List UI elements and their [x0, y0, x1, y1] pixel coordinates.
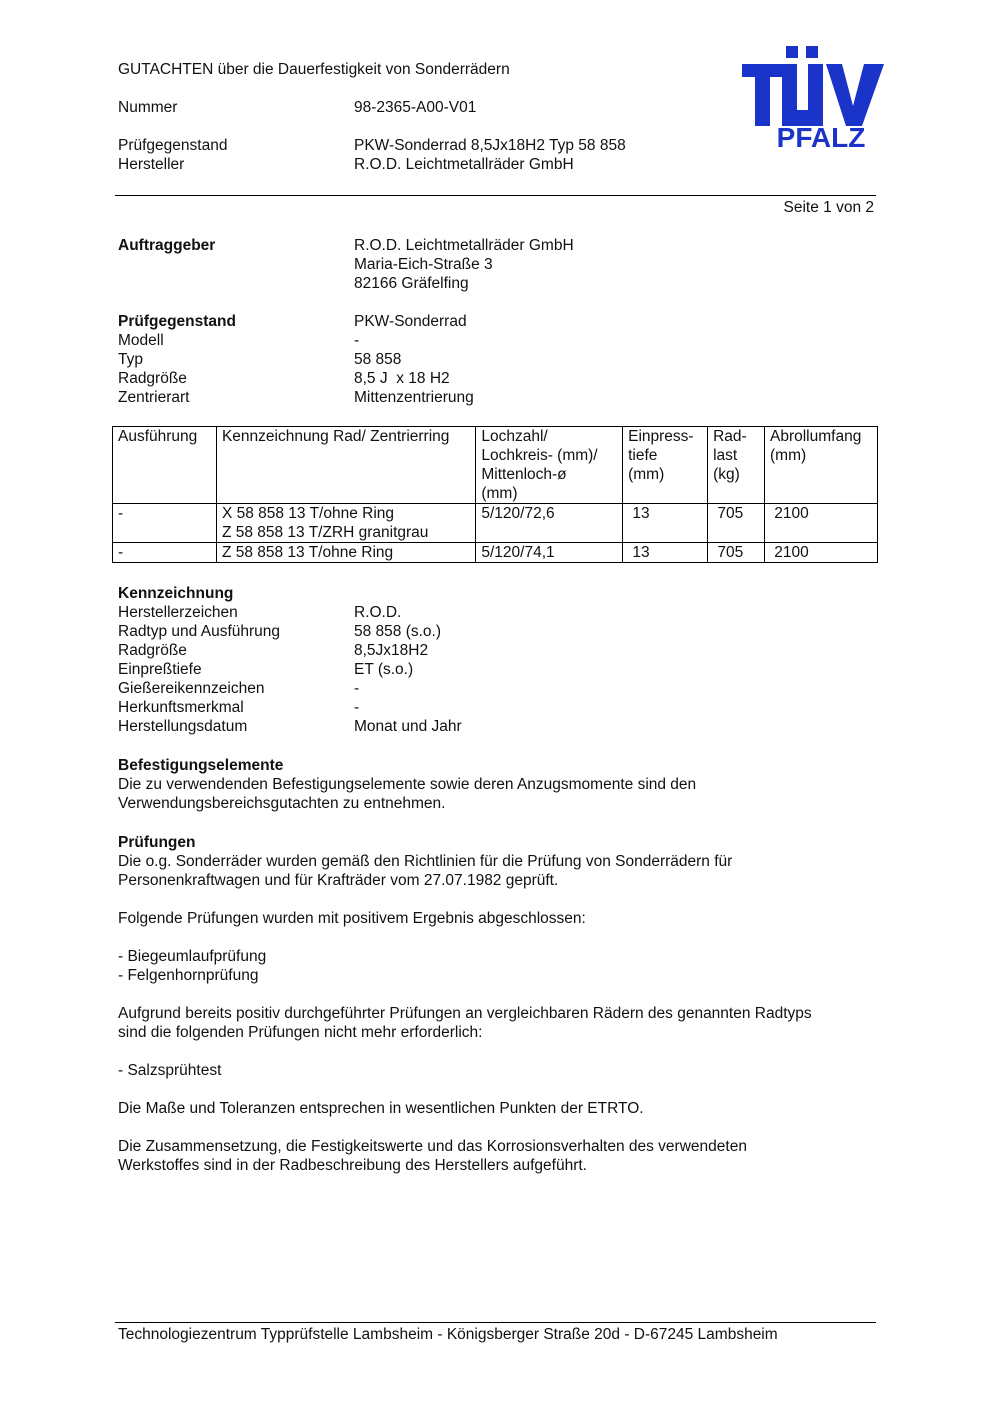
- header-info: [118, 98, 626, 174]
- header-label: Hersteller: [118, 156, 185, 173]
- client-label: Auftraggeber: [118, 237, 216, 254]
- tests-list: - Salzsprühtest: [118, 1062, 222, 1079]
- marking-value: R.O.D.: [354, 604, 402, 621]
- header-row-manufacturer: [118, 155, 626, 174]
- marking-block: [118, 584, 462, 736]
- tests-paragraph: Aufgrund bereits positiv durchgeführter Prüfungen an vergleichbaren Rädern des genannten Radtyps sind die folgenden Prüfungen nicht mehr erforderlich:: [118, 1005, 812, 1041]
- table-row: [113, 543, 878, 563]
- subject-value: Mittenzentrierung: [354, 389, 474, 406]
- table-header-cell: Ausführung: [113, 427, 217, 504]
- table-cell: 13: [623, 543, 708, 563]
- marking-value: 8,5Jx18H2: [354, 642, 429, 659]
- marking-label: Einpreßtiefe: [118, 661, 202, 678]
- table-header-cell: Rad- last (kg): [708, 427, 765, 504]
- table-cell: 705: [708, 504, 765, 543]
- logo-letter-t: [755, 64, 770, 126]
- header-row-number: [118, 98, 626, 117]
- marking-label: Herstellerzeichen: [118, 604, 238, 621]
- client-line: Maria-Eich-Straße 3: [354, 256, 493, 273]
- table-header-cell: Kennzeichnung Rad/ Zentrierring: [216, 427, 475, 504]
- table-cell: 2100: [765, 543, 878, 563]
- subject-label: Prüfgegenstand: [118, 313, 236, 330]
- subject-label: Modell: [118, 332, 164, 349]
- subject-value: PKW-Sonderrad: [354, 313, 467, 330]
- header-divider: [115, 195, 876, 196]
- table-header-cell: Lochzahl/ Lochkreis- (mm)/ Mittenloch-ø (mm): [476, 427, 623, 504]
- header-row-subject: [118, 136, 626, 155]
- table-header-cell: Einpress- tiefe (mm): [623, 427, 708, 504]
- client-line: 82166 Gräfelfing: [354, 275, 469, 292]
- logo-text: PFALZ: [776, 122, 866, 150]
- header-value: 98-2365-A00-V01: [354, 99, 477, 116]
- marking-title: Kennzeichnung: [118, 585, 234, 602]
- table-cell: 2100: [765, 504, 878, 543]
- tests-title: Prüfungen: [118, 834, 196, 851]
- marking-value: 58 858 (s.o.): [354, 623, 442, 640]
- fasteners-title: Befestigungselemente: [118, 757, 284, 774]
- marking-label: Herkunftsmerkmal: [118, 699, 244, 716]
- fasteners-text: Die zu verwendenden Befestigungselemente sowie deren Anzugsmomente sind den Verwendungsbereichsgutachten zu entnehmen.: [118, 776, 697, 812]
- subject-value: 8,5 J x 18 H2: [354, 370, 450, 387]
- footer-text: Technologiezentrum Typprüfstelle Lambsheim - Königsberger Straße 20d - D-67245 Lambsheim: [118, 1326, 778, 1343]
- marking-value: -: [354, 680, 360, 697]
- marking-label: Radgröße: [118, 642, 187, 659]
- marking-value: Monat und Jahr: [354, 718, 462, 735]
- table-cell: 705: [708, 543, 765, 563]
- logo-letter-u: [782, 64, 823, 126]
- marking-label: Gießereikennzeichen: [118, 680, 265, 697]
- subject-label: Radgröße: [118, 370, 187, 387]
- tests-paragraph: Die Zusammensetzung, die Festigkeitswerte und das Korrosionsverhalten des verwendeten Werkstoffes sind in der Radbeschreibung des Herstellers aufgeführt.: [118, 1138, 747, 1174]
- fasteners-section: [118, 756, 878, 813]
- header-value: R.O.D. Leichtmetallräder GmbH: [354, 156, 574, 173]
- table-cell: Z 58 858 13 T/ohne Ring: [216, 543, 475, 563]
- wheel-table: [112, 426, 878, 563]
- table-cell: X 58 858 13 T/ohne Ring Z 58 858 13 T/ZRH granitgrau: [216, 504, 475, 543]
- table-cell: 13: [623, 504, 708, 543]
- logo-dot: [786, 46, 798, 58]
- subject-label: Zentrierart: [118, 389, 190, 406]
- tests-list: - Biegeumlaufprüfung - Felgenhornprüfung: [118, 948, 267, 984]
- footer-divider: [115, 1322, 876, 1323]
- tests-paragraph: Die o.g. Sonderräder wurden gemäß den Richtlinien für die Prüfung von Sonderrädern für Personenkraftwagen und für Krafträder vom 27.07.1982 geprüft.: [118, 853, 733, 889]
- header-value: PKW-Sonderrad 8,5Jx18H2 Typ 58 858: [354, 137, 626, 154]
- subject-label: Typ: [118, 351, 143, 368]
- table-cell: -: [113, 504, 217, 543]
- subject-value: 58 858: [354, 351, 402, 368]
- logo-letter-v: [826, 64, 884, 126]
- marking-value: ET (s.o.): [354, 661, 414, 678]
- subject-value: -: [354, 332, 360, 349]
- marking-label: Radtyp und Ausführung: [118, 623, 281, 640]
- tests-paragraph: Folgende Prüfungen wurden mit positivem Ergebnis abgeschlossen:: [118, 910, 586, 927]
- table-row: [113, 504, 878, 543]
- subject-block: [118, 312, 474, 407]
- client-block: [118, 236, 574, 293]
- table-cell: 5/120/74,1: [476, 543, 623, 563]
- tests-section: [118, 833, 878, 1175]
- table-cell: 5/120/72,6: [476, 504, 623, 543]
- client-line: R.O.D. Leichtmetallräder GmbH: [354, 237, 574, 254]
- marking-value: -: [354, 699, 360, 716]
- table-header-row: [113, 427, 878, 504]
- document-title: GUTACHTEN über die Dauerfestigkeit von Sonderrädern: [118, 61, 510, 78]
- tests-paragraph: Die Maße und Toleranzen entsprechen in wesentlichen Punkten der ETRTO.: [118, 1100, 644, 1117]
- tuev-pfalz-logo: [742, 46, 884, 150]
- header-label: Nummer: [118, 99, 178, 116]
- table-header-cell: Abrollumfang (mm): [765, 427, 878, 504]
- logo-dot: [806, 46, 818, 58]
- table-cell: -: [113, 543, 217, 563]
- page-number: Seite 1 von 2: [783, 199, 874, 216]
- header-label: Prüfgegenstand: [118, 137, 228, 154]
- marking-label: Herstellungsdatum: [118, 718, 248, 735]
